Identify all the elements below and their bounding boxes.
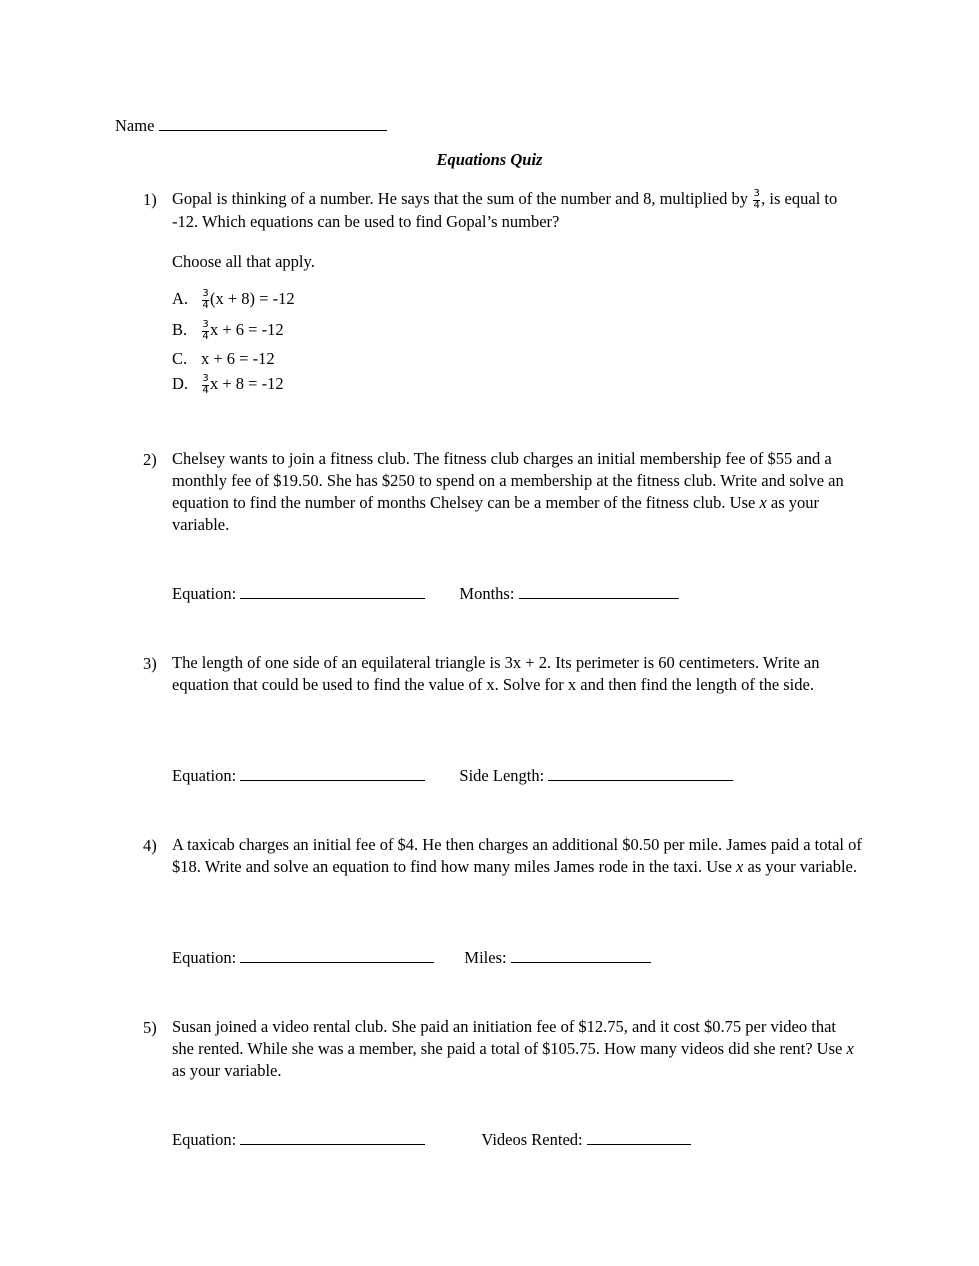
miles-field[interactable] xyxy=(464,948,650,968)
choice-letter: C. xyxy=(172,349,188,368)
equation-blank[interactable] xyxy=(240,766,425,781)
equation-blank[interactable] xyxy=(240,1130,425,1145)
answer-row xyxy=(172,948,651,968)
question-text: The length of one side of an equilateral triangle is 3x + 2. Its perimeter is 60 centimeters. Write an equation that could be used to find the value of x. Solve for x and then find the length of the side. xyxy=(172,653,820,694)
question-instruction: Choose all that apply. xyxy=(172,252,315,271)
question-text xyxy=(172,448,862,536)
videos-rented-blank[interactable] xyxy=(587,1130,691,1145)
field-label: Equation: xyxy=(172,1130,237,1149)
choice-d[interactable] xyxy=(172,374,284,396)
name-field[interactable] xyxy=(115,116,387,136)
fraction-three-fourths: $\frac{3}{4}$ xyxy=(202,373,209,397)
months-field[interactable] xyxy=(459,584,678,604)
months-blank[interactable] xyxy=(519,584,679,599)
equation-field[interactable] xyxy=(172,1130,425,1150)
equation-field[interactable] xyxy=(172,584,425,604)
choice-expression: (x + 8) = -12 xyxy=(210,289,295,308)
equation-field[interactable] xyxy=(172,948,434,968)
field-label: Side Length: xyxy=(459,766,545,785)
variable: x xyxy=(736,857,744,876)
question-number: 1) xyxy=(143,190,157,209)
choice-a[interactable] xyxy=(172,289,295,311)
choice-letter: D. xyxy=(172,374,189,393)
text-part: as your variable. xyxy=(172,493,820,534)
numerator: 3 xyxy=(753,188,760,200)
side-length-blank[interactable] xyxy=(548,766,733,781)
field-label: Equation: xyxy=(172,584,237,603)
question-number: 4) xyxy=(143,836,157,855)
text-part: Chelsey wants to join a fitness club. The fitness club charges an initial membership fee of $55 and a monthly fee of $19.50. She has $250 to spend on a membership at the fitness club. Write and solve an equation to find the number of months Chelsey can be a member of the fitness club. Use xyxy=(172,449,844,512)
text-part: as your variable. xyxy=(743,857,857,876)
question-text xyxy=(172,188,862,233)
text-part: Gopal is thinking of a number. He says that the sum of the number and 8, multiplied by xyxy=(172,189,753,208)
miles-blank[interactable] xyxy=(511,948,651,963)
text-part: , is equal to -12. Which equations can be used to find Gopal’s number? xyxy=(172,189,838,232)
field-label: Equation: xyxy=(172,766,237,785)
question-text xyxy=(172,1016,862,1082)
text-part: Susan joined a video rental club. She paid an initiation fee of $12.75, and it cost $0.75 per video that she rented. While she was a member, she paid a total of $105.75. How many videos did she rent? Use xyxy=(172,1017,847,1058)
field-label: Months: xyxy=(459,584,515,603)
videos-rented-field[interactable] xyxy=(481,1130,690,1150)
variable: x xyxy=(759,493,767,512)
side-length-field[interactable] xyxy=(459,766,733,786)
choice-letter: A. xyxy=(172,289,189,308)
fraction-three-fourths: $\frac{3}{4}$ xyxy=(202,319,209,343)
question-number: 5) xyxy=(143,1018,157,1037)
name-label: Name xyxy=(115,116,155,135)
answer-row xyxy=(172,766,733,786)
text-part: as your variable. xyxy=(172,1061,282,1080)
answer-row xyxy=(172,1130,691,1150)
question-text xyxy=(172,834,862,878)
choice-b[interactable] xyxy=(172,320,284,342)
equation-field[interactable] xyxy=(172,766,425,786)
page-title: Equations Quiz xyxy=(436,150,543,169)
choice-expression: x + 6 = -12 xyxy=(201,349,275,368)
text-part: A taxicab charges an initial fee of $4. He then charges an additional $0.50 per mile. James paid a total of $18. Write and solve an equation to find how many miles James rode in the taxi. Use xyxy=(172,835,862,876)
choice-letter: B. xyxy=(172,320,188,339)
equation-blank[interactable] xyxy=(240,584,425,599)
question-number: 3) xyxy=(143,654,157,673)
name-blank[interactable] xyxy=(159,116,387,131)
denominator: 4 xyxy=(753,200,760,212)
field-label: Videos Rented: xyxy=(481,1130,583,1149)
fraction-three-fourths xyxy=(753,189,760,211)
fraction-three-fourths: $\frac{3}{4}$ xyxy=(202,288,209,312)
question-number: 2) xyxy=(143,450,157,469)
field-label: Miles: xyxy=(464,948,507,967)
variable: x xyxy=(846,1039,854,1058)
choice-expression: x + 8 = -12 xyxy=(210,374,284,393)
answer-row xyxy=(172,584,679,604)
choice-c[interactable] xyxy=(172,349,275,369)
field-label: Equation: xyxy=(172,948,237,967)
equation-blank[interactable] xyxy=(240,948,434,963)
choice-expression: x + 6 = -12 xyxy=(210,320,284,339)
